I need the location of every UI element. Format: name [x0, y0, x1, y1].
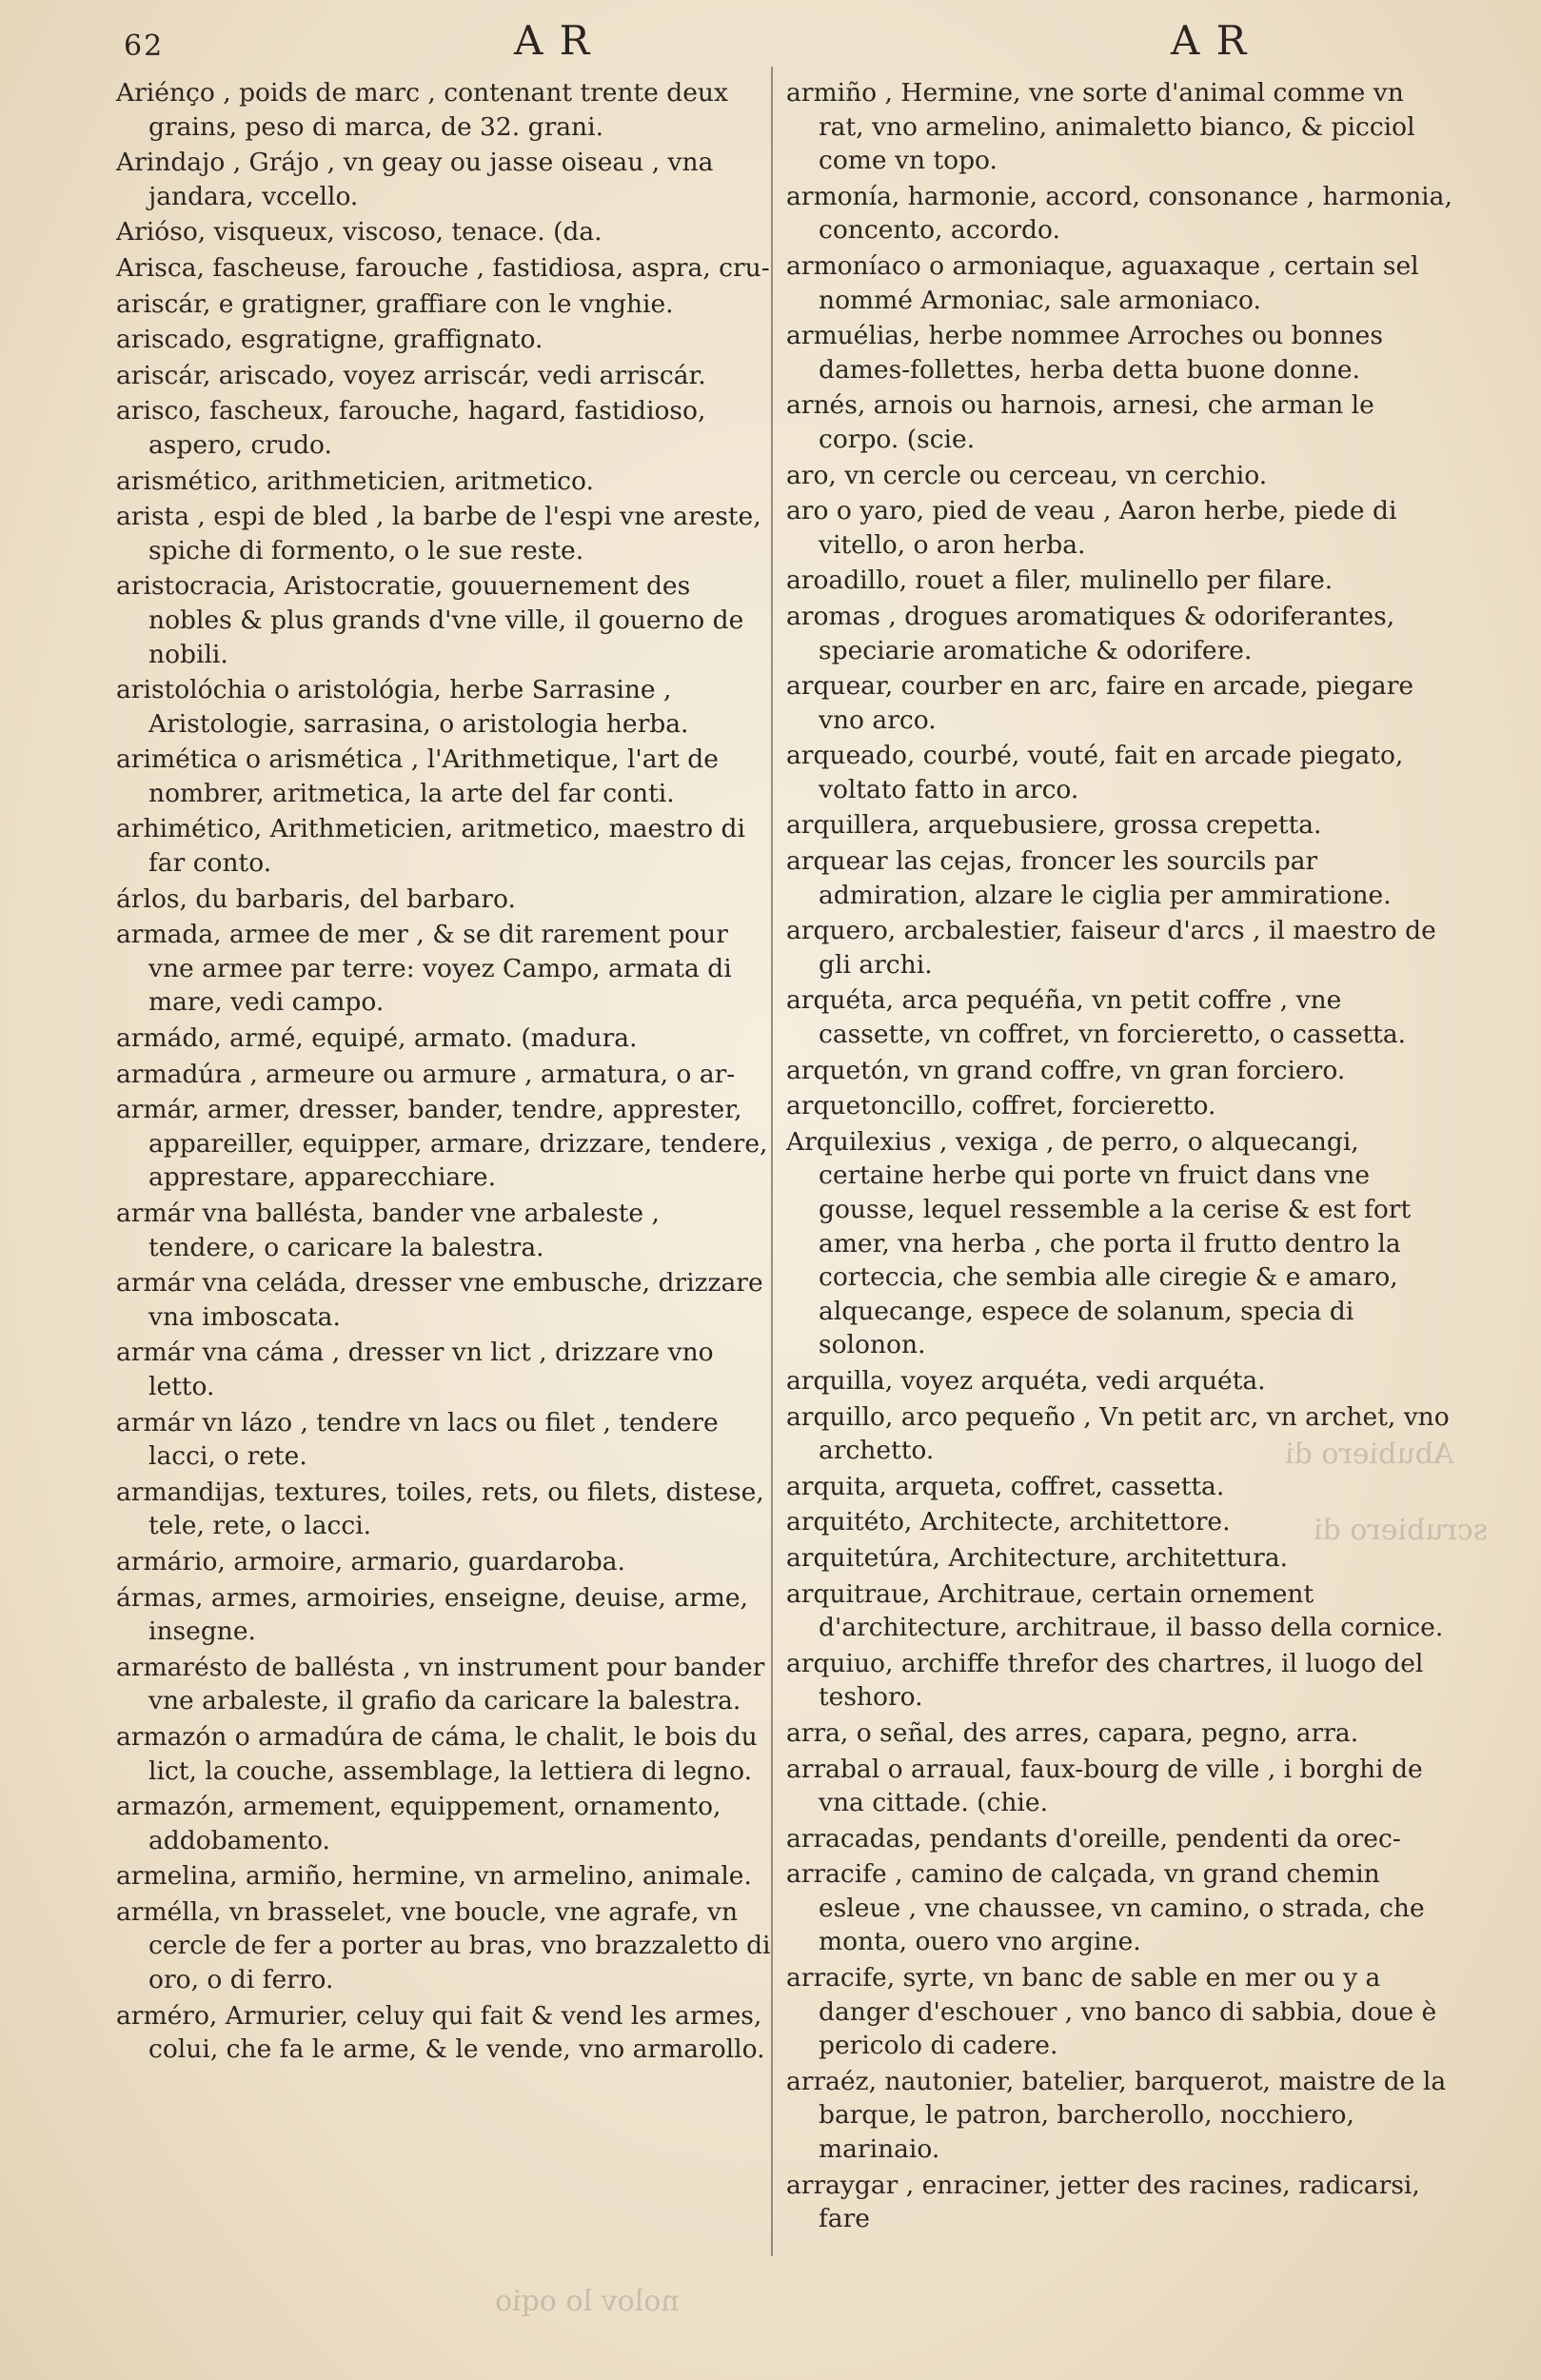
- dictionary-entry: armuélias, herbe nommee Arroches ou bonnes dames-follettes, herba detta buone donne.: [786, 321, 1383, 385]
- dictionary-entry: arquear, courber en arc, faire en arcade, piegare vno arco.: [786, 671, 1414, 735]
- dictionary-entry: arquear las cejas, froncer les sourcils par admiration, alzare le ciglia per ammiratione.: [786, 846, 1392, 910]
- dictionary-entry: arméllа, vn brasselet, vne boucle, vne agrafe, vn cercle de fer a porter au bras, vno brazzaletto di oro, o di ferro.: [116, 1896, 771, 1995]
- dictionary-entry: arquéta, arca pequéña, vn petit coffre , vne cassette, vn coffret, vn forcieretto, o cassetta.: [786, 985, 1407, 1050]
- dictionary-entry: armário, armoire, armario, guardaroba.: [116, 1546, 625, 1577]
- dictionary-entry: arraygar , enraciner, jetter des racines, radicarsi, fare: [786, 2170, 1420, 2234]
- dictionary-entry: armada, armee de mer , & se dit rarement pour vne armee par terre: voyez Campo, armata di mare, vedi campo.: [116, 920, 732, 1018]
- dictionary-entry: arquero, arcbalestier, faiseur d'arcs , il maestro de gli archi.: [786, 916, 1436, 980]
- dictionary-entry: arnés, arnois ou harnois, arnesi, che arman le corpo. (scie.: [786, 390, 1374, 454]
- dictionary-entry: aromas , drogues aromatiques & odoriferantes, speciarie aromatiche & odorifere.: [786, 601, 1395, 665]
- dictionary-entry: arquitetúra, Architecture, architettura.: [786, 1542, 1289, 1573]
- dictionary-entry: arquillo, arco pequeño , Vn petit arc, vn archet, vno archetto.: [786, 1401, 1450, 1466]
- dictionary-entry: armár vna ballésta, bander vne arbaleste , tendere, o caricare la balestra.: [116, 1199, 660, 1262]
- dictionary-entry: armár vn lázo , tendre vn lacs ou filet , tendere lacci, o rete.: [116, 1407, 719, 1472]
- dictionary-entry: arquetón, vn grand coffre, vn gran forciero.: [786, 1055, 1346, 1085]
- running-head-left: A R: [514, 17, 592, 64]
- dictionary-entry: arraéz, nautonier, batelier, barquerot, maistre de la barque, le patron, barcherollo, nocchiero, marinaio.: [786, 2066, 1447, 2165]
- dictionary-entry: Arisca, fascheuse, farouche , fastidiosa, aspra, cru-: [116, 252, 770, 283]
- dictionary-entry: ariscár, e gratigner, graffiare con le vnghie.: [116, 288, 674, 319]
- dictionary-entry: aristocracia, Aristocratie, gouuernement des nobles & plus grands d'vne ville, il gouerno de nobili.: [116, 571, 744, 669]
- dictionary-entry: arra, o señal, des arres, capara, pegno, arra.: [786, 1717, 1359, 1748]
- dictionary-entry: Arquilexius , vexiga , de perro, o alquecangi, certaine herbe qui porte vn fruict dans vne gousse, lequel ressemble a la cerise & est fort amer, vna herba , che porta il frutto dentro la corteccia, che sembia alle ciregie & e amaro, alquecange, espece de solanum, specia di solonon.: [786, 1126, 1412, 1360]
- dictionary-entry: arisco, fascheux, farouche, hagard, fastidioso, aspero, crudo.: [116, 396, 706, 460]
- dictionary-entry: arquitéto, Architecte, architettore.: [786, 1507, 1231, 1537]
- dictionary-entry: armazón o armadúra de cáma, le chalit, le bois du lict, la couche, assemblage, la lettiera di legno.: [116, 1721, 758, 1786]
- dictionary-entry: ariscado, esgratigne, graffignato.: [116, 325, 543, 355]
- dictionary-entry: Arindajo , Grájo , vn geay ou jasse oiseau , vna jandara, vccello.: [116, 148, 714, 211]
- dictionary-entry: arimética o arismética , l'Arithmetique, l'art de nombrer, aritmetica, la arte del far conti.: [116, 744, 719, 808]
- dictionary-entry: arquita, arqueta, coffret, cassetta.: [786, 1471, 1225, 1501]
- show-through-text: scrubiero di: [1314, 1514, 1489, 1547]
- dictionary-entry: arqueado, courbé, vouté, fait en arcade piegato, voltato fatto in arco.: [786, 741, 1404, 804]
- dictionary-entry: arismético, arithmeticien, aritmetico.: [116, 466, 594, 496]
- dictionary-entry: arméro, Armurier, celuy qui fait & vend les armes, colui, che fa le arme, & le vende, vno armarollo.: [116, 2000, 765, 2065]
- show-through-text: Abubiero di: [1285, 1438, 1454, 1471]
- dictionary-entry: arquilla, voyez arquéta, vedi arquéta.: [786, 1365, 1266, 1396]
- dictionary-entry: armadúra , armeure ou armure , armatura, o ar-: [116, 1059, 736, 1089]
- dictionary-entry: armarésto de ballésta , vn instrument pour bander vne arbaleste, il grafio da caricare la balestra.: [116, 1652, 765, 1716]
- dictionary-entry: armár vna celáda, dresser vne embusche, drizzare vna imboscata.: [116, 1268, 763, 1332]
- dictionary-entry: arquillera, arquebusiere, grossa crepetta.: [786, 810, 1322, 841]
- page-number: 62: [124, 30, 165, 63]
- dictionary-entry: Arióso, visqueux, viscoso, tenace. (da.: [116, 217, 603, 248]
- dictionary-entry: armoníaco o armoniaque, aguaxaque , certain sel nommé Armoniac, sale armoniaco.: [786, 250, 1419, 315]
- dictionary-entry: arhimético, Arithmeticien, aritmetico, maestro di far conto.: [116, 814, 745, 879]
- dictionary-entry: arracadas, pendants d'oreille, pendenti da orec-: [786, 1823, 1401, 1854]
- right-column: [786, 76, 1452, 2238]
- dictionary-entry: aro, vn cercle ou cerceau, vn cerchio.: [786, 460, 1268, 490]
- dictionary-entry: armiño , Hermine, vne sorte d'animal comme vn rat, vno armelino, animaletto bianco, & picciol come vn topo.: [786, 78, 1415, 176]
- dictionary-entry: armandijas, textures, toiles, rets, ou filets, distese, tele, rete, o lacci.: [116, 1477, 764, 1541]
- dictionary-entry: arquetoncillo, coffret, forcieretto.: [786, 1091, 1216, 1121]
- dictionary-entry: Ariénço , poids de marc , contenant trente deux grains, peso di marca, de 32. grani.: [116, 78, 728, 142]
- dictionary-entry: arrabal o arraual, faux-bourg de ville , i borghi de vna cittade. (chie.: [786, 1754, 1423, 1818]
- left-column: [116, 76, 773, 2069]
- dictionary-entry: armádo, armé, equipé, armato. (madura.: [116, 1023, 638, 1054]
- dictionary-entry: arquitraue, Architraue, certain ornement d'architecture, architraue, il basso della cornice.: [786, 1578, 1444, 1643]
- dictionary-entry: aristolóchia o aristológia, herbe Sarrasine , Aristologie, sarrasina, o aristologia herba.: [116, 675, 689, 739]
- dictionary-entry: aro o yaro, pied de veau , Aaron herbe, piede di vitello, o aron herba.: [786, 496, 1397, 560]
- dictionary-entry: ármas, armes, armoiries, enseigne, deuise, arme, insegne.: [116, 1582, 748, 1647]
- running-head-right: A R: [1171, 17, 1249, 64]
- dictionary-entry: armár vna cáma , dresser vn lict , drizzare vno letto.: [116, 1338, 714, 1401]
- dictionary-entry: ariscár, ariscado, voyez arriscár, vedi arriscár.: [116, 360, 706, 390]
- dictionary-entry: armár, armer, dresser, bander, tendre, apprester, appareiller, equipper, armare, drizzare, tendere, apprestare, apparecchiare.: [116, 1095, 768, 1193]
- dictionary-entry: arista , espi de bled , la barbe de l'espi vne areste, spiche di formento, o le sue reste.: [116, 502, 761, 565]
- dictionary-entry: arquiuo, archiffe threfor des chartres, il luogo del teshoro.: [786, 1648, 1424, 1713]
- dictionary-entry: arracife, syrte, vn banc de sable en mer ou y a danger d'eschouer , vno banco di sabbia, doue è pericolo di cadere.: [786, 1963, 1437, 2061]
- dictionary-entry: armonía, harmonie, accord, consonance , harmonia, concento, accordo.: [786, 181, 1452, 246]
- dictionary-entry: armazón, armement, equippement, ornamento, addobamento.: [116, 1792, 721, 1855]
- dictionary-entry: arracife , camino de calçada, vn grand chemin esleue , vne chaussee, vn camino, o strada, che monta, ouero vno argine.: [786, 1859, 1425, 1957]
- dictionary-entry: aroadillo, rouet a filer, mulinello per filare.: [786, 565, 1334, 596]
- show-through-text: nolov lo oqio: [495, 2285, 680, 2318]
- dictionary-entry: árlos, du barbaris, del barbaro.: [116, 883, 516, 914]
- dictionary-entry: armelina, armiño, hermine, vn armelino, animale.: [116, 1861, 752, 1892]
